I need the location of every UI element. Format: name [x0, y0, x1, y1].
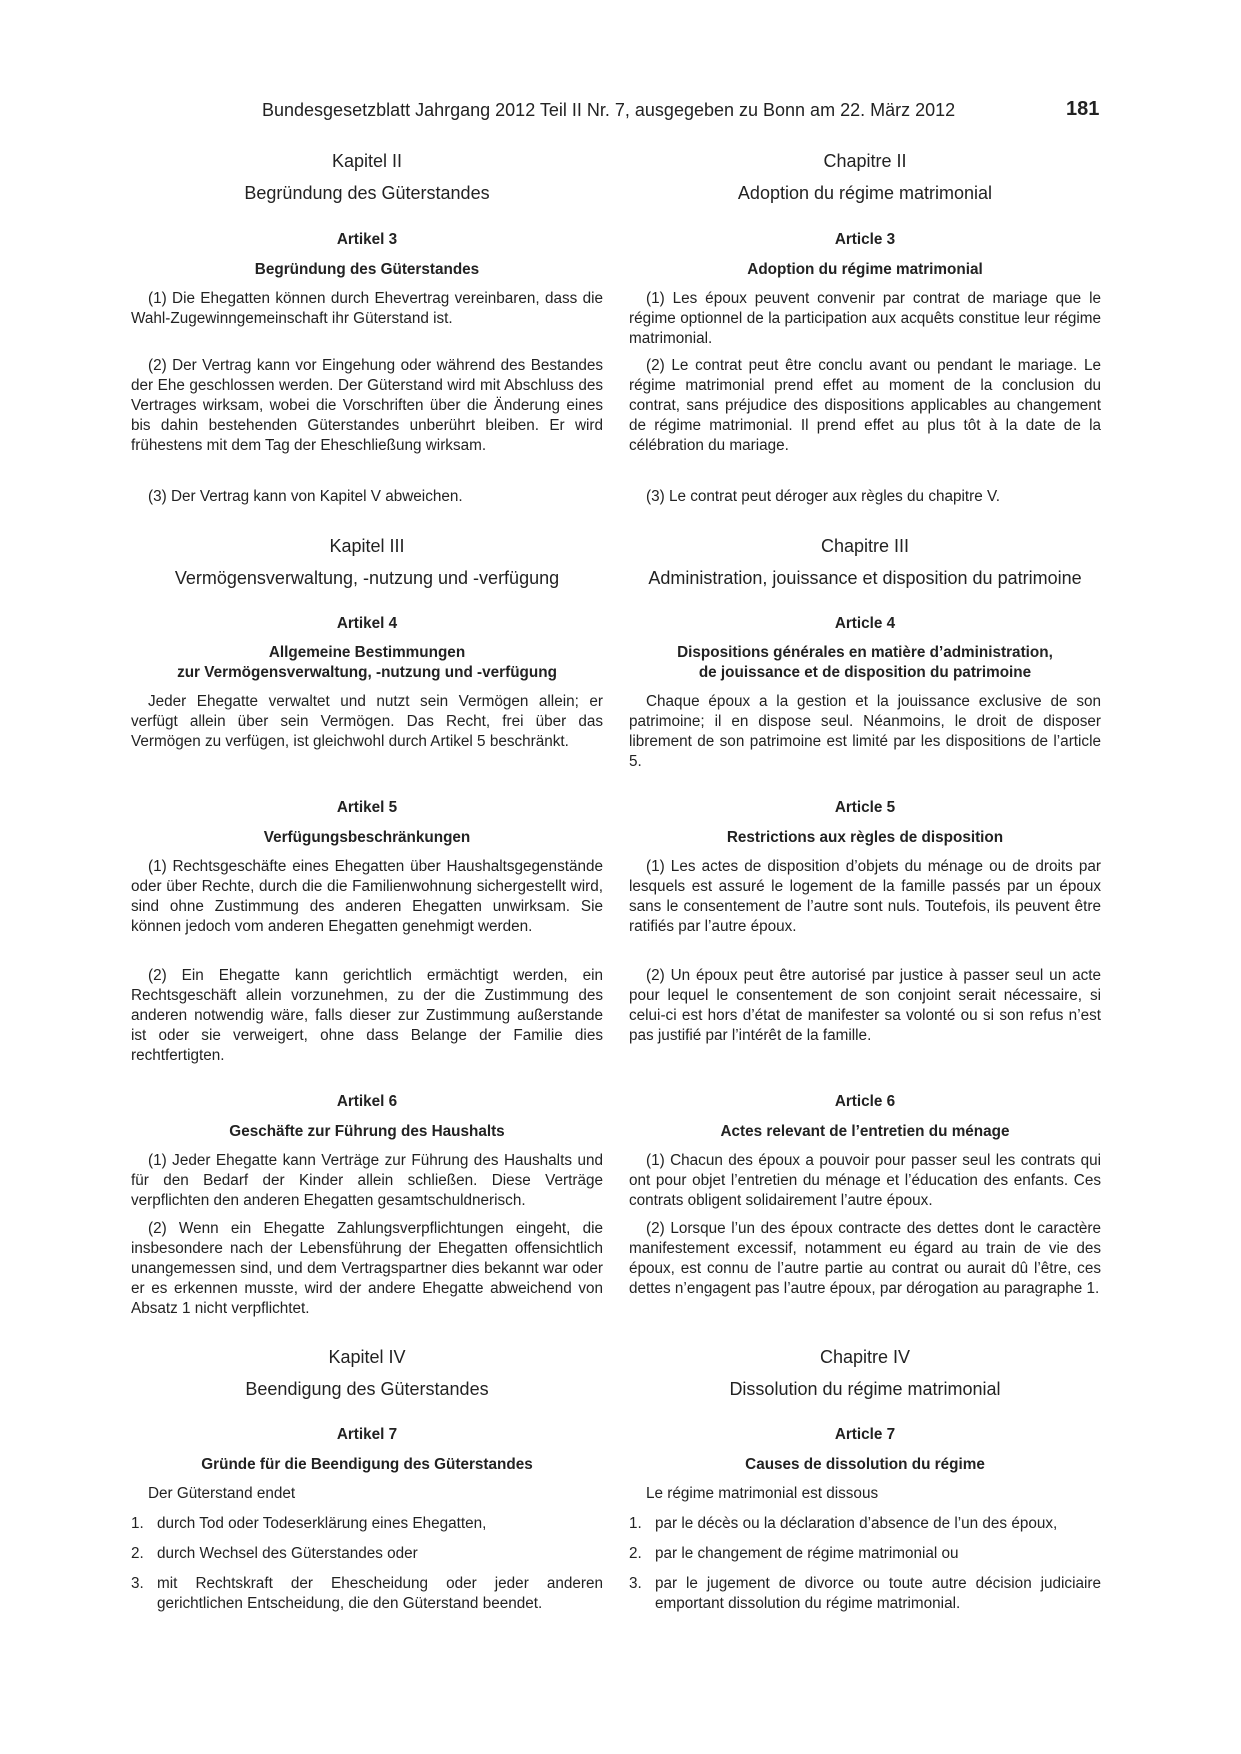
article-5-title: Restrictions aux règles de disposition — [726, 829, 1004, 846]
chapter-4-label: Chapitre IV — [819, 1347, 911, 1367]
list-item — [131, 1544, 603, 1564]
article-3-label: Artikel 3 — [336, 231, 398, 248]
article-5-paragraph-1: (1) Les actes de disposition d’objets du ménage ou de droits par lesquels est assuré le logement de la famille passés par un époux sans le consentement de l’autre sont nuls. Toutefois, ils peuvent être ratifiés par l’autre époux. — [629, 858, 1101, 935]
article-6-paragraph-2: (2) Wenn ein Ehegatte Zahlungsverpflichtungen eingeht, die insbesondere nach der Lebensführung der Ehegatten offensichtlich unangemessen sind, und dem Vertragspartner dies bekannt war oder er es erkennen musste, wird der andere Ehegatte abweichend von Absatz 1 nicht verpflichtet. — [131, 1220, 603, 1317]
article-3-paragraph-2: (2) Der Vertrag kann vor Eingehung oder während des Bestandes der Ehe geschlossen werden. Der Güterstand wird mit Abschluss des Vertrages wirksam, wobei die Vorschriften über die Änderung eines bis dahin bestehenden Güterstandes unberührt bleiben. Er wird frühestens mit dem Tag der Eheschließung wirksam. — [131, 357, 603, 454]
list-item-number: 1. — [629, 1515, 642, 1532]
article-4-title-line-2: de jouissance et de disposition du patrimoine — [698, 664, 1032, 681]
chapter-3-title: Administration, jouissance et disposition du patrimoine — [648, 568, 1082, 588]
article-5-paragraph-2: (2) Un époux peut être autorisé par justice à passer seul un acte pour lequel le consentement de son conjoint serait nécessaire, si celui-ci est hors d’état de manifester sa volonté ou si son refus n’est pas justifié par l’intérêt de la famille. — [629, 967, 1101, 1044]
article-4-label: Article 4 — [834, 615, 896, 632]
article-6-label: Artikel 6 — [336, 1093, 398, 1110]
article-7-label: Article 7 — [834, 1426, 896, 1443]
article-6-paragraph-1: (1) Jeder Ehegatte kann Verträge zur Führung des Haushalts und für den Bedarf der Kinder allein schließen. Diese Verträge verpflichten den anderen Ehegatten gesamtschuldnerisch. — [131, 1152, 603, 1209]
article-3-label: Article 3 — [834, 231, 896, 248]
list-item — [629, 1544, 1101, 1564]
chapter-2-title: Adoption du régime matrimonial — [737, 183, 993, 203]
article-4-title — [629, 643, 1101, 683]
article-5-label: Artikel 5 — [336, 799, 398, 816]
list-item-number: 2. — [629, 1545, 642, 1562]
list-item — [131, 1574, 603, 1614]
list-item-number: 2. — [131, 1545, 144, 1562]
chapter-4-title: Dissolution du régime matrimonial — [729, 1379, 1001, 1399]
list-item-number: 1. — [131, 1515, 144, 1532]
article-3-paragraph-3: (3) Der Vertrag kann von Kapitel V abweichen. — [148, 488, 463, 505]
article-6-title: Geschäfte zur Führung des Haushalts — [229, 1123, 505, 1140]
article-4-paragraph-1: Chaque époux a la gestion et la jouissance exclusive de son patrimoine; il en dispose seul. Néanmoins, le droit de disposer librement de son patrimoine est limité par les dispositions de l’article 5. — [629, 693, 1101, 770]
chapter-3-title: Vermögensverwaltung, -nutzung und -verfügung — [174, 568, 560, 588]
header-title: Bundesgesetzblatt Jahrgang 2012 Teil II Nr. 7, ausgegeben zu Bonn am 22. März 2012 — [262, 100, 956, 120]
article-4-label: Artikel 4 — [336, 615, 398, 632]
article-7-intro: Le régime matrimonial est dissous — [646, 1485, 879, 1502]
list-item-text: par le jugement de divorce ou toute autre décision judiciaire emportant dissolution du régime matrimonial. — [655, 1575, 1101, 1612]
article-3-title: Adoption du régime matrimonial — [747, 261, 983, 278]
article-3-paragraph-2: (2) Le contrat peut être conclu avant ou pendant le mariage. Le régime matrimonial prend effet au moment de la conclusion du contrat, sans préjudice des dispositions applicables au changement de régime matrimonial. Il prend effet au plus tôt à la date de la célébration du mariage. — [629, 357, 1101, 454]
article-4-title-line-2: zur Vermögensverwaltung, -nutzung und -verfügung — [177, 664, 557, 681]
list-item-text: mit Rechtskraft der Ehescheidung oder jeder anderen gerichtlichen Entscheidung, die den Güterstand beendet. — [157, 1575, 603, 1612]
list-item — [131, 1514, 603, 1534]
page-number: 181 — [1066, 98, 1100, 120]
list-item-text: par le décès ou la déclaration d’absence de l’un des époux, — [655, 1515, 1058, 1532]
chapter-4-label: Kapitel IV — [328, 1347, 406, 1367]
chapter-3-label: Chapitre III — [820, 536, 910, 556]
list-item-text: durch Wechsel des Güterstandes oder — [157, 1545, 418, 1562]
article-4-paragraph-1: Jeder Ehegatte verwaltet und nutzt sein Vermögen allein; er verfügt allein über sein Vermögen. Das Recht, frei über das Vermögen zu verfügen, ist gleichwohl durch Artikel 5 beschränkt. — [131, 693, 603, 750]
article-3-paragraph-1: (1) Les époux peuvent convenir par contrat de mariage que le régime optionnel de la participation aux acquêts constitue leur régime matrimonial. — [629, 290, 1101, 347]
article-4-title-line-1: Allgemeine Bestimmungen — [268, 644, 466, 661]
list-item-number: 3. — [629, 1575, 642, 1592]
article-5-label: Article 5 — [834, 799, 896, 816]
list-item — [629, 1514, 1101, 1534]
article-4-title — [131, 643, 603, 683]
list-item — [629, 1574, 1101, 1614]
article-6-label: Article 6 — [834, 1093, 896, 1110]
article-7-label: Artikel 7 — [336, 1426, 398, 1443]
article-3-paragraph-1: (1) Die Ehegatten können durch Ehevertrag vereinbaren, dass die Wahl-Zugewinngemeinschaft ihr Güterstand ist. — [131, 290, 603, 327]
article-5-paragraph-1: (1) Rechtsgeschäfte eines Ehegatten über Haushaltsgegenstände oder über Rechte, durch die die Familienwohnung sichergestellt wird, sind ohne Zustimmung des anderen Ehegatten unwirksam. Sie können jedoch vom anderen Ehegatten genehmigt werden. — [131, 858, 603, 935]
chapter-4-title: Beendigung des Güterstandes — [245, 1379, 489, 1399]
article-7-title: Gründe für die Beendigung des Güterstandes — [201, 1456, 533, 1473]
article-6-paragraph-1: (1) Chacun des époux a pouvoir pour passer seul les contrats qui ont pour objet l’entretien du ménage et l’éducation des enfants. Ces contrats obligent solidairement l’autre époux. — [629, 1152, 1101, 1209]
chapter-2-label: Chapitre II — [823, 151, 907, 171]
article-3-paragraph-3: (3) Le contrat peut déroger aux règles du chapitre V. — [646, 488, 1001, 505]
list-item-text: durch Tod oder Todeserklärung eines Ehegatten, — [157, 1515, 487, 1532]
chapter-2-label: Kapitel II — [331, 151, 403, 171]
list-item-number: 3. — [131, 1575, 144, 1592]
article-3-title: Begründung des Güterstandes — [254, 261, 480, 278]
article-4-title-line-1: Dispositions générales en matière d’administration, — [677, 644, 1053, 661]
article-7-intro: Der Güterstand endet — [148, 1485, 296, 1502]
article-6-title: Actes relevant de l’entretien du ménage — [720, 1123, 1010, 1140]
list-item-text: par le changement de régime matrimonial ou — [655, 1545, 959, 1562]
chapter-2-title: Begründung des Güterstandes — [244, 183, 490, 203]
article-7-title: Causes de dissolution du régime — [745, 1456, 985, 1473]
chapter-3-label: Kapitel III — [329, 536, 405, 556]
article-5-paragraph-2: (2) Ein Ehegatte kann gerichtlich ermächtigt werden, ein Rechtsgeschäft allein vorzunehmen, zu der die Zustimmung des anderen notwendig wäre, falls dieser zur Zustimmung außerstande ist oder sie verweigert, ohne dass Belange der Familie dies rechtfertigten. — [131, 967, 603, 1064]
article-6-paragraph-2: (2) Lorsque l’un des époux contracte des dettes dont le caractère manifestement excessif, notamment eu égard au train de vie des époux, est connu de l’autre partie au contrat ou aurait dû l’être, ces dettes n’engagent pas l’autre époux, par dérogation au paragraphe 1. — [629, 1220, 1101, 1297]
article-5-title: Verfügungsbeschränkungen — [263, 829, 471, 846]
